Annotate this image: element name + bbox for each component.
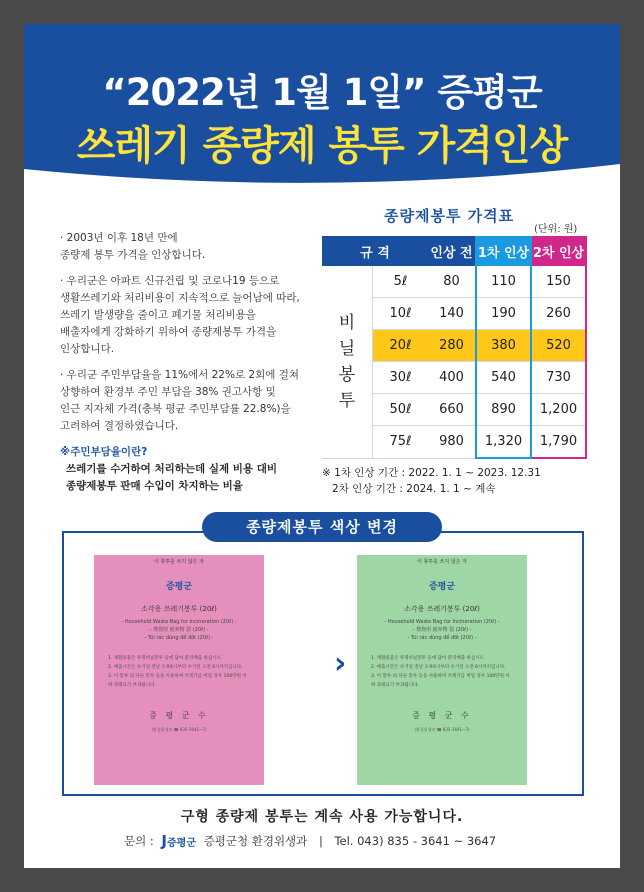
- poster: [24, 24, 620, 868]
- price-period-note: ※ 1차 인상 기간 : 2022. 1. 1 ~ 2023. 12.31 2차 인상 기간 : 2024. 1. 1 ~ 계속: [322, 467, 541, 495]
- table-row: 50ℓ 660 890 1,200: [322, 394, 586, 426]
- county-logo-icon: 증평군: [428, 582, 456, 592]
- color-change-title: 종량제봉투 색상 변경: [202, 512, 442, 542]
- title-line2: 쓰레기 종량제 봉투 가격인상: [76, 123, 568, 169]
- table-header-row: [322, 236, 586, 266]
- footer-contact: 문의 : J증평군 증평군청 환경위생과 | Tel. 043) 835 - 3641 ~ 3647: [124, 832, 497, 850]
- paragraph: · 2003년 이후 18년 만에 종량제 봉투 가격을 인상합니다.: [60, 232, 206, 261]
- definition-text: 쓰레기를 수거하여 처리하는데 실제 비용 대비 종량제봉투 판매 수입이 차지하는 비율: [66, 463, 277, 492]
- header-second: 2차 인상: [531, 236, 586, 266]
- table-row-highlighted: 20ℓ 280 380 520: [322, 330, 586, 362]
- header-before: 인상 전: [428, 236, 476, 266]
- old-bag-image: 이 봉투를 쓰지 않은 자 증평군 소각용 쓰레기봉투 (20ℓ) - Household Waste Bag for Incineration (20ℓ) - - 焚烧用 废弃物 袋 (20ℓ) - - Túi rác dùng để đốt (20ℓ) - 1. 재활용품은 투명비닐봉투 등에 담아 분리배출 하십시오. 2. 배출시간은 수거일 전날 오후6시부터 수거일 오전 6시까지입니다. 3. 이 봉투 외 다른 봉투 등을 사용하여 쓰레기를 버릴 경우 100만원 이하 과태료가 부과됩니다. 증 평 군 수 (환경위생과 ☎ 835-3641~7): [94, 555, 264, 785]
- footer-notice: 구형 종량제 봉투는 계속 사용 가능합니다.: [180, 809, 464, 825]
- department: 증평군청 환경위생과: [203, 834, 308, 848]
- chevron-right-icon: ›: [334, 646, 347, 681]
- price-table-unit: (단위: 원): [534, 224, 578, 235]
- definition-heading: ※주민부담율이란?: [60, 446, 148, 458]
- header-first: 1차 인상: [476, 236, 531, 266]
- header-spec: 규 격: [322, 236, 428, 266]
- paragraph: · 우리군은 아파트 신규건립 및 코로나19 등으로 생활쓰레기와 처리비용이 지속적으로 늘어남에 따라, 쓰레기 발생량을 줄이고 폐기물 처리비용을 배출자에게 강화하기 위하여 종량제봉투 가격을 인상합니다.: [60, 275, 300, 355]
- county-logo-icon: 증평군: [165, 582, 193, 592]
- table-row: 30ℓ 400 540 730: [322, 362, 586, 394]
- price-table: [322, 236, 587, 459]
- county-logo-icon: J증평군: [161, 832, 196, 850]
- table-row: 10ℓ 140 190 260: [322, 298, 586, 330]
- table-row: 비 닐 봉 투 5ℓ 80 110 150: [322, 266, 586, 298]
- title-line1: “2022년 1월 1일” 증평군: [102, 71, 542, 114]
- phone: Tel. 043) 835 - 3641 ~ 3647: [334, 834, 497, 848]
- table-row: 75ℓ 980 1,320 1,790: [322, 426, 586, 459]
- price-table-title: 종량제봉투 가격표: [384, 207, 515, 225]
- contact-label: 문의 :: [124, 834, 154, 848]
- paragraph: · 우리군 주민부담율을 11%에서 22%로 2회에 걸쳐 상향하여 환경부 주민 부담을 38% 권고사항 및 인근 지자체 가격(충북 평균 주민부담률 22.8%)을 고려하여 결정하였습니다.: [60, 369, 300, 432]
- title-banner: [24, 24, 620, 199]
- row-group-label: 비 닐 봉 투: [322, 266, 373, 458]
- new-bag-image: 이 봉투를 쓰지 않은 자 증평군 소각용 쓰레기봉투 (20ℓ) - Household Waste Bag for Incineration (20ℓ) - - 焚烧用 废弃物 袋 (20ℓ) - - Túi rác dùng để đốt (20ℓ) - 1. 재활용품은 투명비닐봉투 등에 담아 분리배출 하십시오. 2. 배출시간은 수거일 전날 오후6시부터 수거일 오전 6시까지입니다. 3. 이 봉투 외 다른 봉투 등을 사용하여 쓰레기를 버릴 경우 100만원 이하 과태료가 부과됩니다. 증 평 군 수 (환경위생과 ☎ 835-3641~7): [357, 555, 527, 785]
- body-text: [60, 230, 330, 495]
